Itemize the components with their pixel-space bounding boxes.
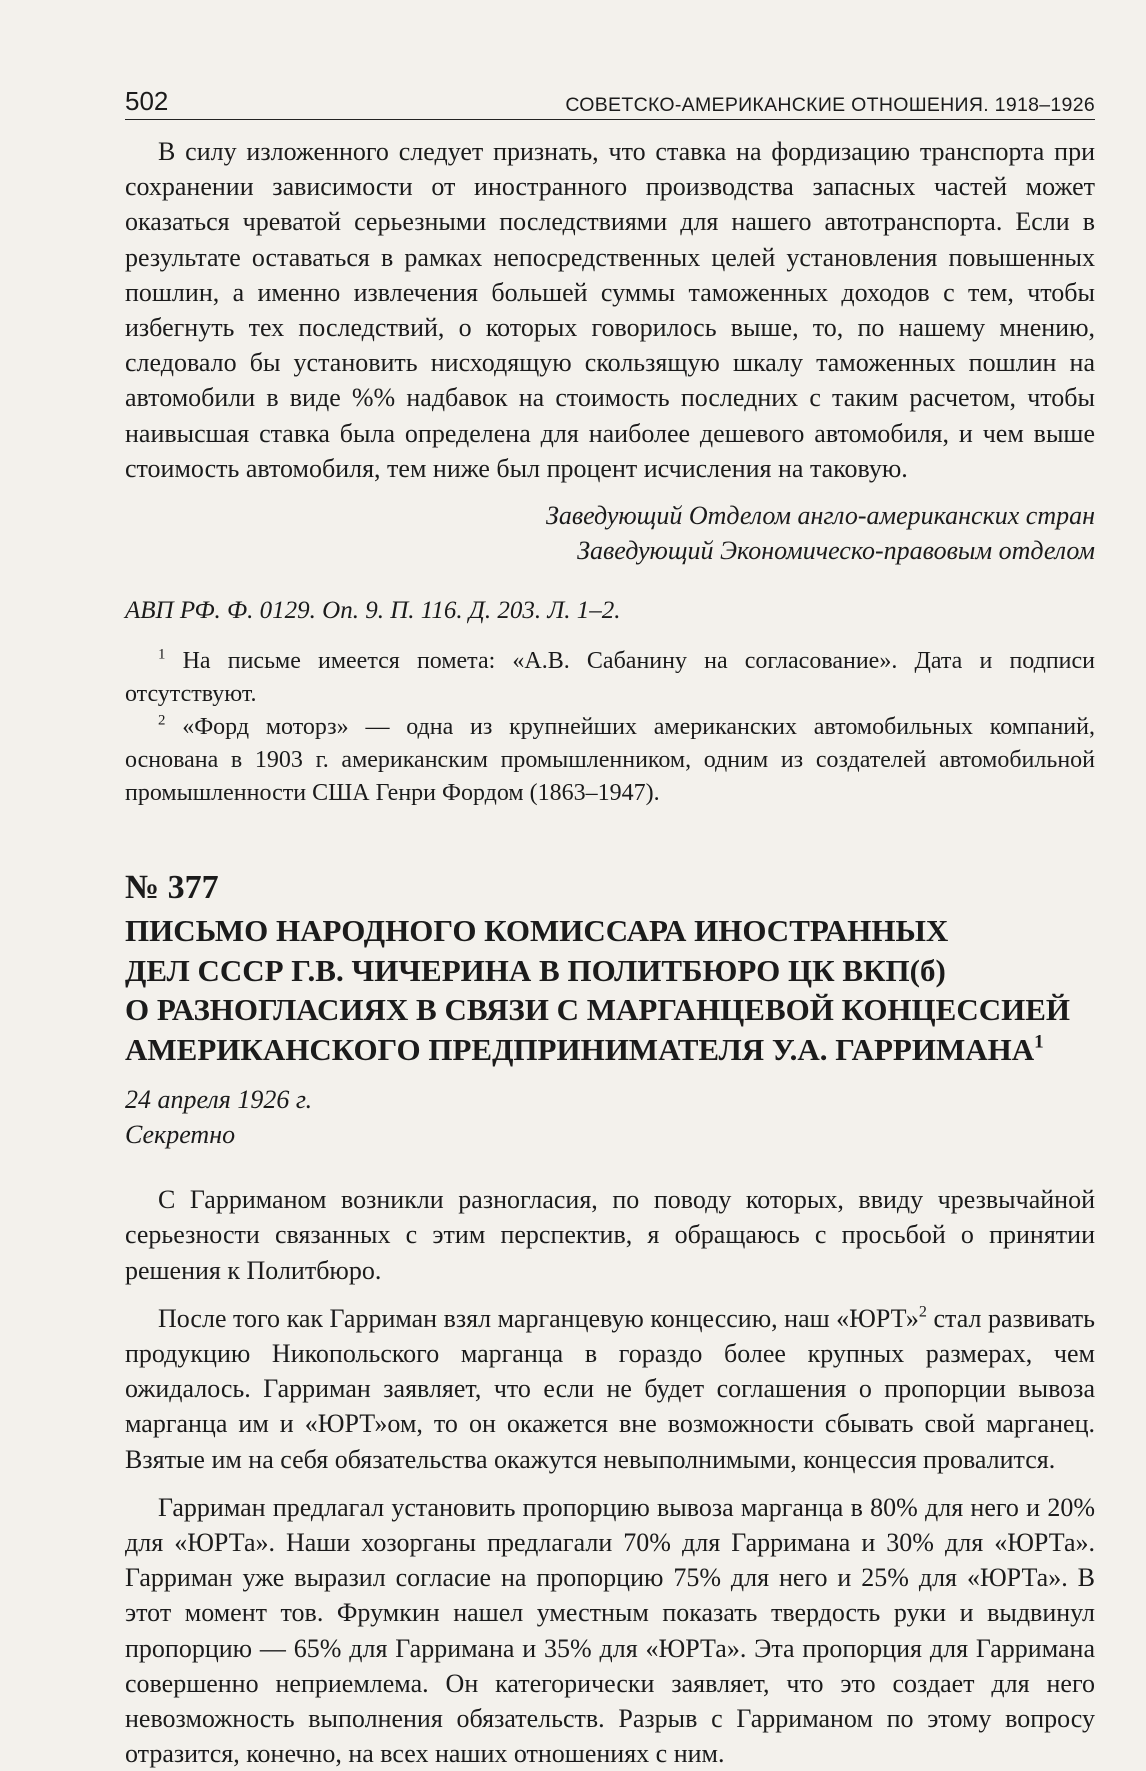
- document-date: 24 апреля 1926 г.: [125, 1085, 313, 1115]
- letter-paragraph-2: После того как Гарриман взял марганцевую концессию, наш «ЮРТ»$^2$ стал развивать продукцию Никопольского марганца в гораздо более крупных размерах, чем ожидалось. Гарриман заявляет, что если не будет соглашения о пропорции вывоза марганца им и «ЮРТ»ом, то он окажется вне возможности сбывать свой марганец. Взятые им на себя обязательства окажутся невыполнимыми, концессия провалится.: [125, 1303, 1096, 1474]
- main-paragraph: В силу изложенного следует признать, что ставка на фордизацию транспорта при сохранении зависимости от иностранного производства запасных частей может оказаться чреватой серьезными последствиями для нашего автотранспорта. Если в результате оставаться в рамках непосредственных целей установления повышенных пошлин, а именно извлечения большей суммы таможенных доходов с тем, чтобы избегнуть тех последствий, о которых говорилось выше, то, по нашему мнению, следовало бы установить нисходящую скользящую шкалу таможенных пошлин на автомобили в виде %% надбавок на стоимость последних с таким расчетом, чтобы наивысшая ставка была определена для наиболее дешевого автомобиля, и чем выше стоимость автомобиля, тем ниже был процент исчисления на таковую.: [125, 137, 1095, 483]
- letter-paragraph-3: Гарриман предлагал установить пропорцию вывоза марганца в 80% для него и 20% для «ЮРТа». Наши хозорганы предлагали 70% для Гарримана и 30% для «ЮРТа». Гарриман уже выразил согласие на пропорцию 75% для него и 25% для «ЮРТа». В этот момент тов. Фрумкин нашел уместным показать твердость руки и выдвинул пропорцию — 65% для Гарримана и 35% для «ЮРТа». Эта пропорция для Гарримана совершенно неприемлема. Он категорически заявляет, что это создает для него невозможность выполнения обязательств. Разрыв с Гарриманом по этому вопросу отразится, конечно, на всех наших отношениях с ним.: [125, 1492, 1095, 1769]
- document-title-line: ДЕЛ СССР Г.В. ЧИЧЕРИНА В ПОЛИТБЮРО ЦК ВКП(б): [125, 952, 946, 988]
- archive-reference: АВП РФ. Ф. 0129. Оп. 9. П. 116. Д. 203. Л. 1–2.: [125, 597, 621, 625]
- page-content: [125, 134, 1095, 1771]
- document-number: № 377: [125, 869, 219, 907]
- signature-anglo-american-department: Заведующий Отделом англо-американских стран: [545, 501, 1095, 531]
- document-title-line: ПИСЬМО НАРОДНОГО КОМИССАРА ИНОСТРАННЫХ: [125, 913, 949, 949]
- footnote-2-mark: 2: [158, 712, 166, 729]
- document-meta: [125, 1082, 1095, 1152]
- title-footnote-mark: 1: [1034, 1031, 1044, 1053]
- yurt-footnote-mark: 2: [918, 1303, 927, 1321]
- signature-economic-legal-department: Заведующий Экономическо-правовым отделом: [577, 536, 1095, 566]
- document-title: [125, 911, 1095, 1069]
- footnote-2-text: «Форд моторз» — одна из крупнейших американских автомобильных компаний, основана в 1903 г. американским промышленником, одним из создателей автомобильной промышленности США Генри Фордом (1863–1947).: [125, 714, 1095, 807]
- running-header: [125, 86, 1095, 120]
- footnote-1: [125, 645, 1095, 711]
- footnote-1-mark: 1: [158, 646, 166, 663]
- page-number: 502: [125, 86, 169, 116]
- document-title-line: АМЕРИКАНСКОГО ПРЕДПРИНИМАТЕЛЯ У.А. ГАРРИМАНА$^1$: [125, 1031, 1044, 1067]
- footnote-1-text: На письме имеется помета: «А.В. Сабанину на согласование». Дата и подписи отсутствуют.: [125, 648, 1096, 708]
- document-title-line: О РАЗНОГЛАСИЯХ В СВЯЗИ С МАРГАНЦЕВОЙ КОНЦЕССИЕЙ: [125, 992, 1071, 1028]
- document-classification: Секретно: [125, 1120, 236, 1150]
- letter-paragraph-1: С Гарриманом возникли разногласия, по поводу которых, ввиду чрезвычайной серьезности связанных с этим перспектив, я обращаюсь с просьбой о принятии решения к Политбюро.: [125, 1185, 1095, 1285]
- running-title: СОВЕТСКО-АМЕРИКАНСКИЕ ОТНОШЕНИЯ. 1918–1926: [565, 94, 1095, 116]
- footnote-2: [125, 711, 1095, 810]
